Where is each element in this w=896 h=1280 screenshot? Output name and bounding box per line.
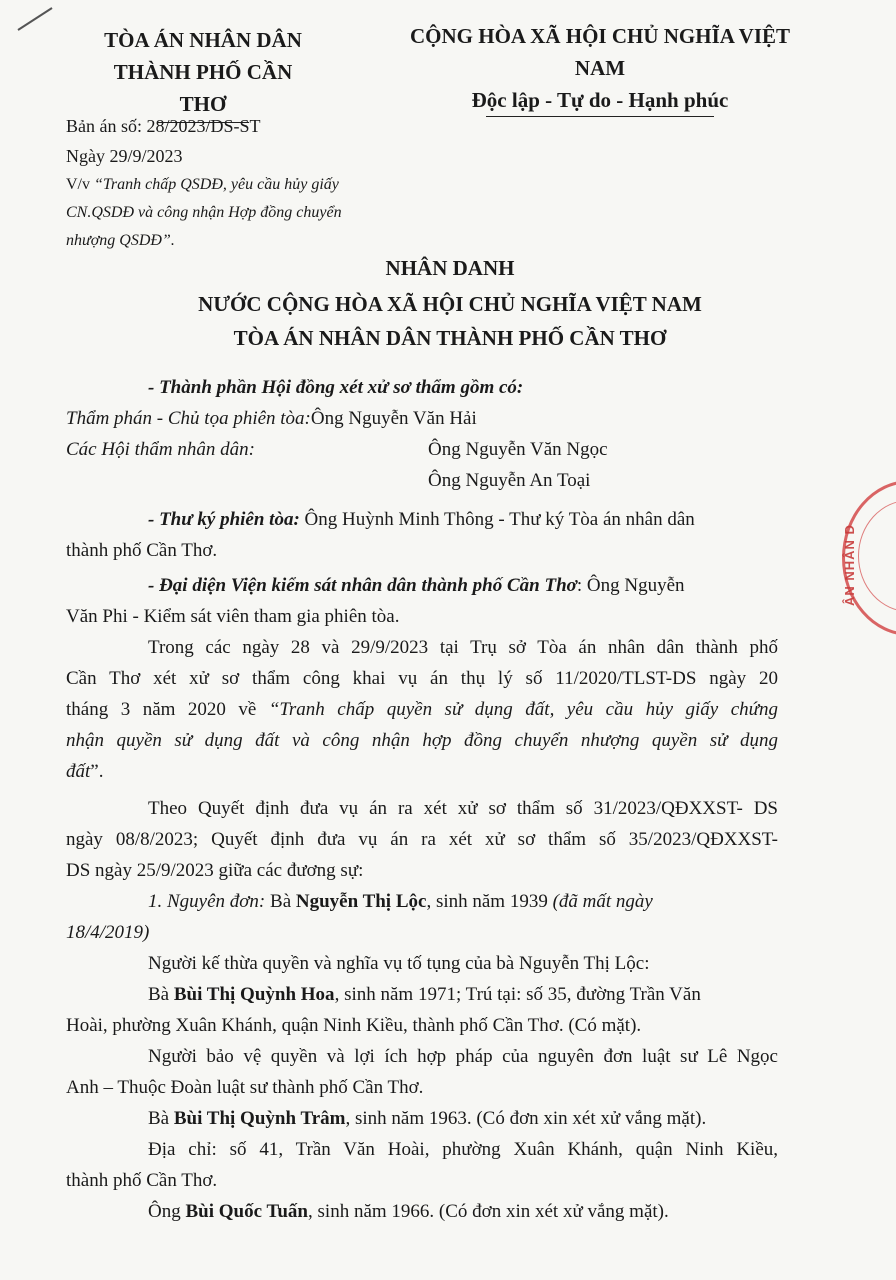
header-right-rule — [486, 116, 714, 117]
subject-prefix: V/v — [66, 176, 94, 193]
plaintiff-line: 18/4/2019) — [66, 922, 150, 943]
heir-line — [66, 979, 778, 1010]
judge-row — [66, 403, 778, 434]
panel-heading: - Thành phần Hội đồng xét xử sơ thẩm gồm có: — [148, 377, 524, 398]
address-line: Địa chỉ: số 41, Trần Văn Hoài, phường Xuân Khánh, quận Ninh Kiều, — [148, 1139, 778, 1160]
subject-line: “Tranh chấp QSDĐ, yêu cầu hủy giấy — [94, 176, 339, 193]
national-motto: Độc lập - Tự do - Hạnh phúc — [471, 88, 729, 112]
text-run: Bà — [265, 891, 296, 912]
text-run: , sinh năm 1971; Trú tại: số 35, đường Trần Văn — [334, 984, 701, 1005]
text-run: tháng 3 năm 2020 về — [66, 699, 269, 720]
paragraph-line: Theo Quyết định đưa vụ án ra xét xử sơ thẩm số 31/2023/QĐXXST- DS — [148, 798, 778, 819]
paragraph-line — [66, 756, 778, 787]
judgment-body — [66, 372, 778, 1227]
court-header — [88, 24, 318, 123]
text-run: ”. — [90, 761, 104, 782]
jurors-label: Các Hội thẩm nhân dân: — [66, 439, 255, 460]
paragraph-line: ngày 08/8/2023; Quyết định đưa vụ án ra xét xử sơ thẩm số 35/2023/QĐXXST- — [66, 829, 778, 850]
heir-name: Bùi Quốc Tuấn — [185, 1201, 309, 1222]
subject-line: nhượng QSDĐ”. — [66, 232, 175, 249]
juror-row — [66, 465, 778, 496]
text-run: (đã mất ngày — [552, 891, 653, 912]
case-number: Bản án số: 28/2023/DS-ST — [66, 116, 261, 136]
text-run: đất — [66, 761, 91, 782]
national-header — [385, 20, 815, 117]
court-name: TÒA ÁN NHÂN DÂN — [104, 28, 302, 52]
pen-mark — [0, 0, 60, 40]
text-run: , sinh năm 1939 — [426, 891, 553, 912]
court-seal-text: ÂN NHÂN D — [842, 524, 857, 606]
clerk-text: Ông Huỳnh Minh Thông - Thư ký Tòa án nhân dân — [299, 509, 695, 530]
spacer — [66, 465, 428, 496]
heir-line — [66, 1196, 778, 1227]
procuracy-line: Văn Phi - Kiểm sát viên tham gia phiên tòa. — [66, 606, 400, 627]
heir-line — [66, 1103, 778, 1134]
clerk-line — [66, 504, 778, 535]
judge-name: Ông Nguyễn Văn Hải — [310, 408, 477, 429]
case-subject — [66, 171, 386, 199]
heir-name: Bùi Thị Quỳnh Hoa — [173, 984, 335, 1005]
juror-name: Ông Nguyễn Văn Ngọc — [428, 439, 608, 460]
text-run: Bà — [148, 1108, 174, 1129]
text-run: , sinh năm 1963. (Có đơn xin xét xử vắng mặt). — [345, 1108, 707, 1129]
plaintiff-line — [66, 886, 778, 917]
case-date: Ngày 29/9/2023 — [66, 146, 183, 166]
subject-line: CN.QSDĐ và công nhận Hợp đồng chuyển — [66, 204, 342, 221]
paragraph-line: Trong các ngày 28 và 29/9/2023 tại Trụ sở Tòa án nhân dân thành phố — [148, 637, 778, 658]
procuracy-line — [66, 570, 778, 601]
procuracy-label: - Đại diện Viện kiểm sát nhân dân thành phố Cần Thơ — [148, 575, 577, 596]
paragraph-line — [66, 694, 778, 725]
juror-row — [66, 434, 778, 465]
paragraph-line: DS ngày 25/9/2023 giữa các đương sự: — [66, 860, 364, 881]
clerk-label: - Thư ký phiên tòa: — [148, 509, 300, 530]
plaintiff-name: Nguyễn Thị Lộc — [295, 891, 427, 912]
procuracy-text: : Ông Nguyễn — [576, 575, 685, 596]
title-court: TÒA ÁN NHÂN DÂN THÀNH PHỐ CẦN THƠ — [233, 326, 667, 350]
lawyer-line: Anh – Thuộc Đoàn luật sư thành phố Cần Thơ. — [66, 1077, 424, 1098]
paragraph-line: Cần Thơ xét xử sơ thẩm công khai vụ án thụ lý số 11/2020/TLST-DS ngày 20 — [66, 668, 778, 689]
heir-line: Hoài, phường Xuân Khánh, quận Ninh Kiều, thành phố Cần Thơ. (Có mặt). — [66, 1015, 642, 1036]
juror-name: Ông Nguyễn An Toại — [428, 470, 591, 491]
text-run: Ông — [148, 1201, 186, 1222]
clerk-line: thành phố Cần Thơ. — [66, 540, 218, 561]
case-meta — [66, 111, 386, 255]
title-nhan-danh: NHÂN DANH — [385, 256, 515, 280]
paragraph-line: nhận quyền sử dụng đất và công nhận hợp đồng chuyển nhượng quyền sử dụng — [66, 730, 778, 751]
text-run: , sinh năm 1966. (Có đơn xin xét xử vắng mặt). — [308, 1201, 669, 1222]
heirs-intro: Người kế thừa quyền và nghĩa vụ tố tụng của bà Nguyễn Thị Lộc: — [148, 953, 650, 974]
text-run: Bà — [148, 984, 174, 1005]
court-city: THÀNH PHỐ CẦN THƠ — [113, 60, 293, 116]
lawyer-line: Người bảo vệ quyền và lợi ích hợp pháp của nguyên đơn luật sư Lê Ngọc — [148, 1046, 778, 1067]
judge-label: Thẩm phán - Chủ tọa phiên tòa: — [66, 408, 311, 429]
address-line: thành phố Cần Thơ. — [66, 1170, 218, 1191]
heir-name: Bùi Thị Quỳnh Trâm — [173, 1108, 346, 1129]
text-run: “Tranh chấp quyền sử dụng đất, yêu cầu hủy giấy chứng — [268, 699, 779, 720]
plaintiff-label: 1. Nguyên đơn: — [148, 891, 266, 912]
national-title: CỘNG HÒA XÃ HỘI CHỦ NGHĨA VIỆT NAM — [410, 24, 790, 80]
title-nation: NƯỚC CỘNG HÒA XÃ HỘI CHỦ NGHĨA VIỆT NAM — [198, 292, 702, 316]
